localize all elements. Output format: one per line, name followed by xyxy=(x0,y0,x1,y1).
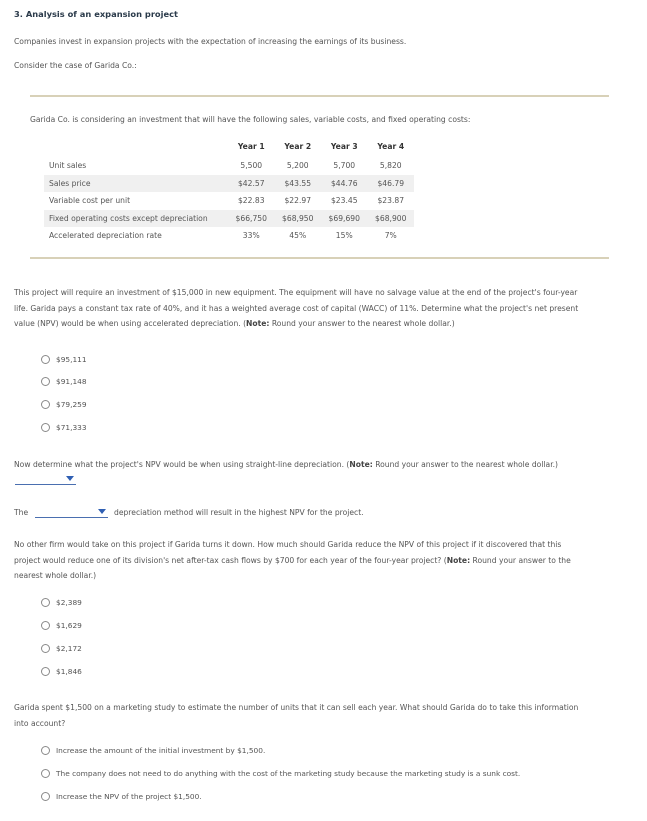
option-label: $79,259 xyxy=(56,400,87,409)
header-year-3: Year 3 xyxy=(330,141,358,151)
q4-option-1[interactable] xyxy=(41,598,82,607)
table-row xyxy=(44,157,414,175)
table-cell: 33% xyxy=(242,231,260,241)
option-label: $2,389 xyxy=(56,598,82,607)
question4-line-2-post: Round your answer to the xyxy=(470,555,571,565)
table-cell: $22.83 xyxy=(237,196,265,206)
radio-button[interactable] xyxy=(41,769,50,778)
question1-line-2: life. Garida pays a constant tax rate of 40%, and it has a weighted average cost of capital (WACC) of 11%. Determine what the project's net present xyxy=(14,303,579,313)
table-cell: $44.76 xyxy=(321,175,368,193)
q4-option-3[interactable] xyxy=(41,644,82,653)
question1-text xyxy=(14,285,634,332)
q5-option-2[interactable] xyxy=(41,769,520,778)
q1-option-1[interactable] xyxy=(41,355,87,364)
option-label: Increase the NPV of the project $1,500. xyxy=(56,792,202,801)
q1-option-4[interactable] xyxy=(41,423,87,432)
table-cell: $46.79 xyxy=(368,175,415,193)
q1-option-3[interactable] xyxy=(41,400,87,409)
question1-line-3-pre: value (NPV) would be when using accelerated depreciation. ( xyxy=(14,319,247,328)
question5-text xyxy=(14,700,634,731)
option-label: $1,846 xyxy=(56,667,82,676)
question4-line-2-pre: project would reduce one of its division's net after-tax cash flows by $700 for each year of the four-year project? ( xyxy=(14,555,447,565)
note-label: Note: xyxy=(446,555,471,565)
table-intro: Garida Co. is considering an investment that will have the following sales, variable costs, and fixed operating costs: xyxy=(30,115,471,124)
table-row xyxy=(44,192,414,210)
bottom-divider xyxy=(30,257,609,259)
q4-option-2[interactable] xyxy=(41,621,82,630)
question1-line-3 xyxy=(14,316,634,332)
option-label: Increase the amount of the initial investment by $1,500. xyxy=(56,746,266,755)
intro-line-1: Companies invest in expansion projects with the expectation of increasing the earnings of its business. xyxy=(14,37,407,46)
question4-line-1: No other firm would take on this project if Garida turns it down. How much should Garida reduce the NPV of this project if it discovered that this xyxy=(14,540,562,549)
table-cell: $23.87 xyxy=(377,196,405,206)
table-header-row xyxy=(44,140,414,157)
question3-text: depreciation method will result in the highest NPV for the project. xyxy=(114,508,364,517)
row-label: Accelerated depreciation rate xyxy=(49,231,162,241)
intro-line-2: Consider the case of Garida Co.: xyxy=(14,61,137,70)
page-title: 3. Analysis of an expansion project xyxy=(14,9,178,19)
q4-option-4[interactable] xyxy=(41,667,82,676)
radio-button[interactable] xyxy=(41,792,50,801)
q1-option-2[interactable] xyxy=(41,377,87,386)
option-label: $2,172 xyxy=(56,644,82,653)
note-label: Note: xyxy=(246,319,270,328)
radio-button[interactable] xyxy=(41,355,50,364)
table-cell: $68,950 xyxy=(275,210,322,228)
row-label: Unit sales xyxy=(49,161,87,171)
row-label: Fixed operating costs except depreciation xyxy=(44,210,228,228)
table-cell: 5,200 xyxy=(286,161,309,171)
option-label: $95,111 xyxy=(56,355,87,364)
question3-the: The xyxy=(14,508,29,517)
question5-line-1: Garida spent $1,500 on a marketing study to estimate the number of units that it can sell each year. What should Garida do to take this information xyxy=(14,703,579,712)
question2-pre: Now determine what the project's NPV would be when using straight-line depreciation. ( xyxy=(14,460,350,469)
table-cell: 7% xyxy=(384,231,397,241)
question4-line-2 xyxy=(14,553,634,569)
row-label: Variable cost per unit xyxy=(49,196,131,206)
depreciation-method-dropdown[interactable] xyxy=(35,506,108,518)
radio-button[interactable] xyxy=(41,746,50,755)
header-year-2: Year 2 xyxy=(284,141,312,151)
question4-text xyxy=(14,537,634,584)
table-cell: 5,700 xyxy=(333,161,356,171)
option-label: $1,629 xyxy=(56,621,82,630)
radio-button[interactable] xyxy=(41,423,50,432)
row-label: Sales price xyxy=(44,175,228,193)
table-cell: $68,900 xyxy=(368,210,415,228)
npv-straight-line-dropdown[interactable] xyxy=(15,473,76,485)
table-cell: $43.55 xyxy=(275,175,322,193)
option-label: $71,333 xyxy=(56,423,87,432)
table-cell: 5,500 xyxy=(240,161,263,171)
table-cell: 5,820 xyxy=(379,161,402,171)
question2-post: Round your answer to the nearest whole dollar.) xyxy=(372,460,558,469)
chevron-down-icon xyxy=(98,509,106,514)
question1-line-1: This project will require an investment of $15,000 in new equipment. The equipment will have no salvage value at the end of the project's four-year xyxy=(14,288,578,297)
radio-button[interactable] xyxy=(41,400,50,409)
radio-button[interactable] xyxy=(41,644,50,653)
table-cell: 45% xyxy=(289,231,307,241)
radio-button[interactable] xyxy=(41,667,50,676)
question4-line-3: nearest whole dollar.) xyxy=(14,571,97,580)
radio-button[interactable] xyxy=(41,377,50,386)
note-label: Note: xyxy=(349,460,373,469)
table-cell: $66,750 xyxy=(228,210,275,228)
table-cell: 15% xyxy=(335,231,353,241)
q5-option-3[interactable] xyxy=(41,792,202,801)
table-cell: $42.57 xyxy=(228,175,275,193)
radio-button[interactable] xyxy=(41,621,50,630)
table-cell: $23.45 xyxy=(330,196,358,206)
q5-option-1[interactable] xyxy=(41,746,265,755)
cost-table xyxy=(44,140,414,245)
table-row xyxy=(44,227,414,245)
question5-line-2: into account? xyxy=(14,718,66,728)
header-year-1: Year 1 xyxy=(237,141,265,151)
table-cell: $22.97 xyxy=(284,196,312,206)
question1-line-3-post: Round your answer to the nearest whole dollar.) xyxy=(269,319,455,328)
radio-button[interactable] xyxy=(41,598,50,607)
header-year-4: Year 4 xyxy=(377,141,405,151)
top-divider xyxy=(30,95,609,97)
chevron-down-icon xyxy=(66,476,74,481)
option-label: The company does not need to do anything with the cost of the marketing study because the marketing study is a sunk cost. xyxy=(56,769,521,778)
table-row xyxy=(44,210,414,228)
question2-text xyxy=(14,457,558,473)
table-cell: $69,690 xyxy=(321,210,368,228)
table-row xyxy=(44,175,414,193)
option-label: $91,148 xyxy=(56,377,87,386)
